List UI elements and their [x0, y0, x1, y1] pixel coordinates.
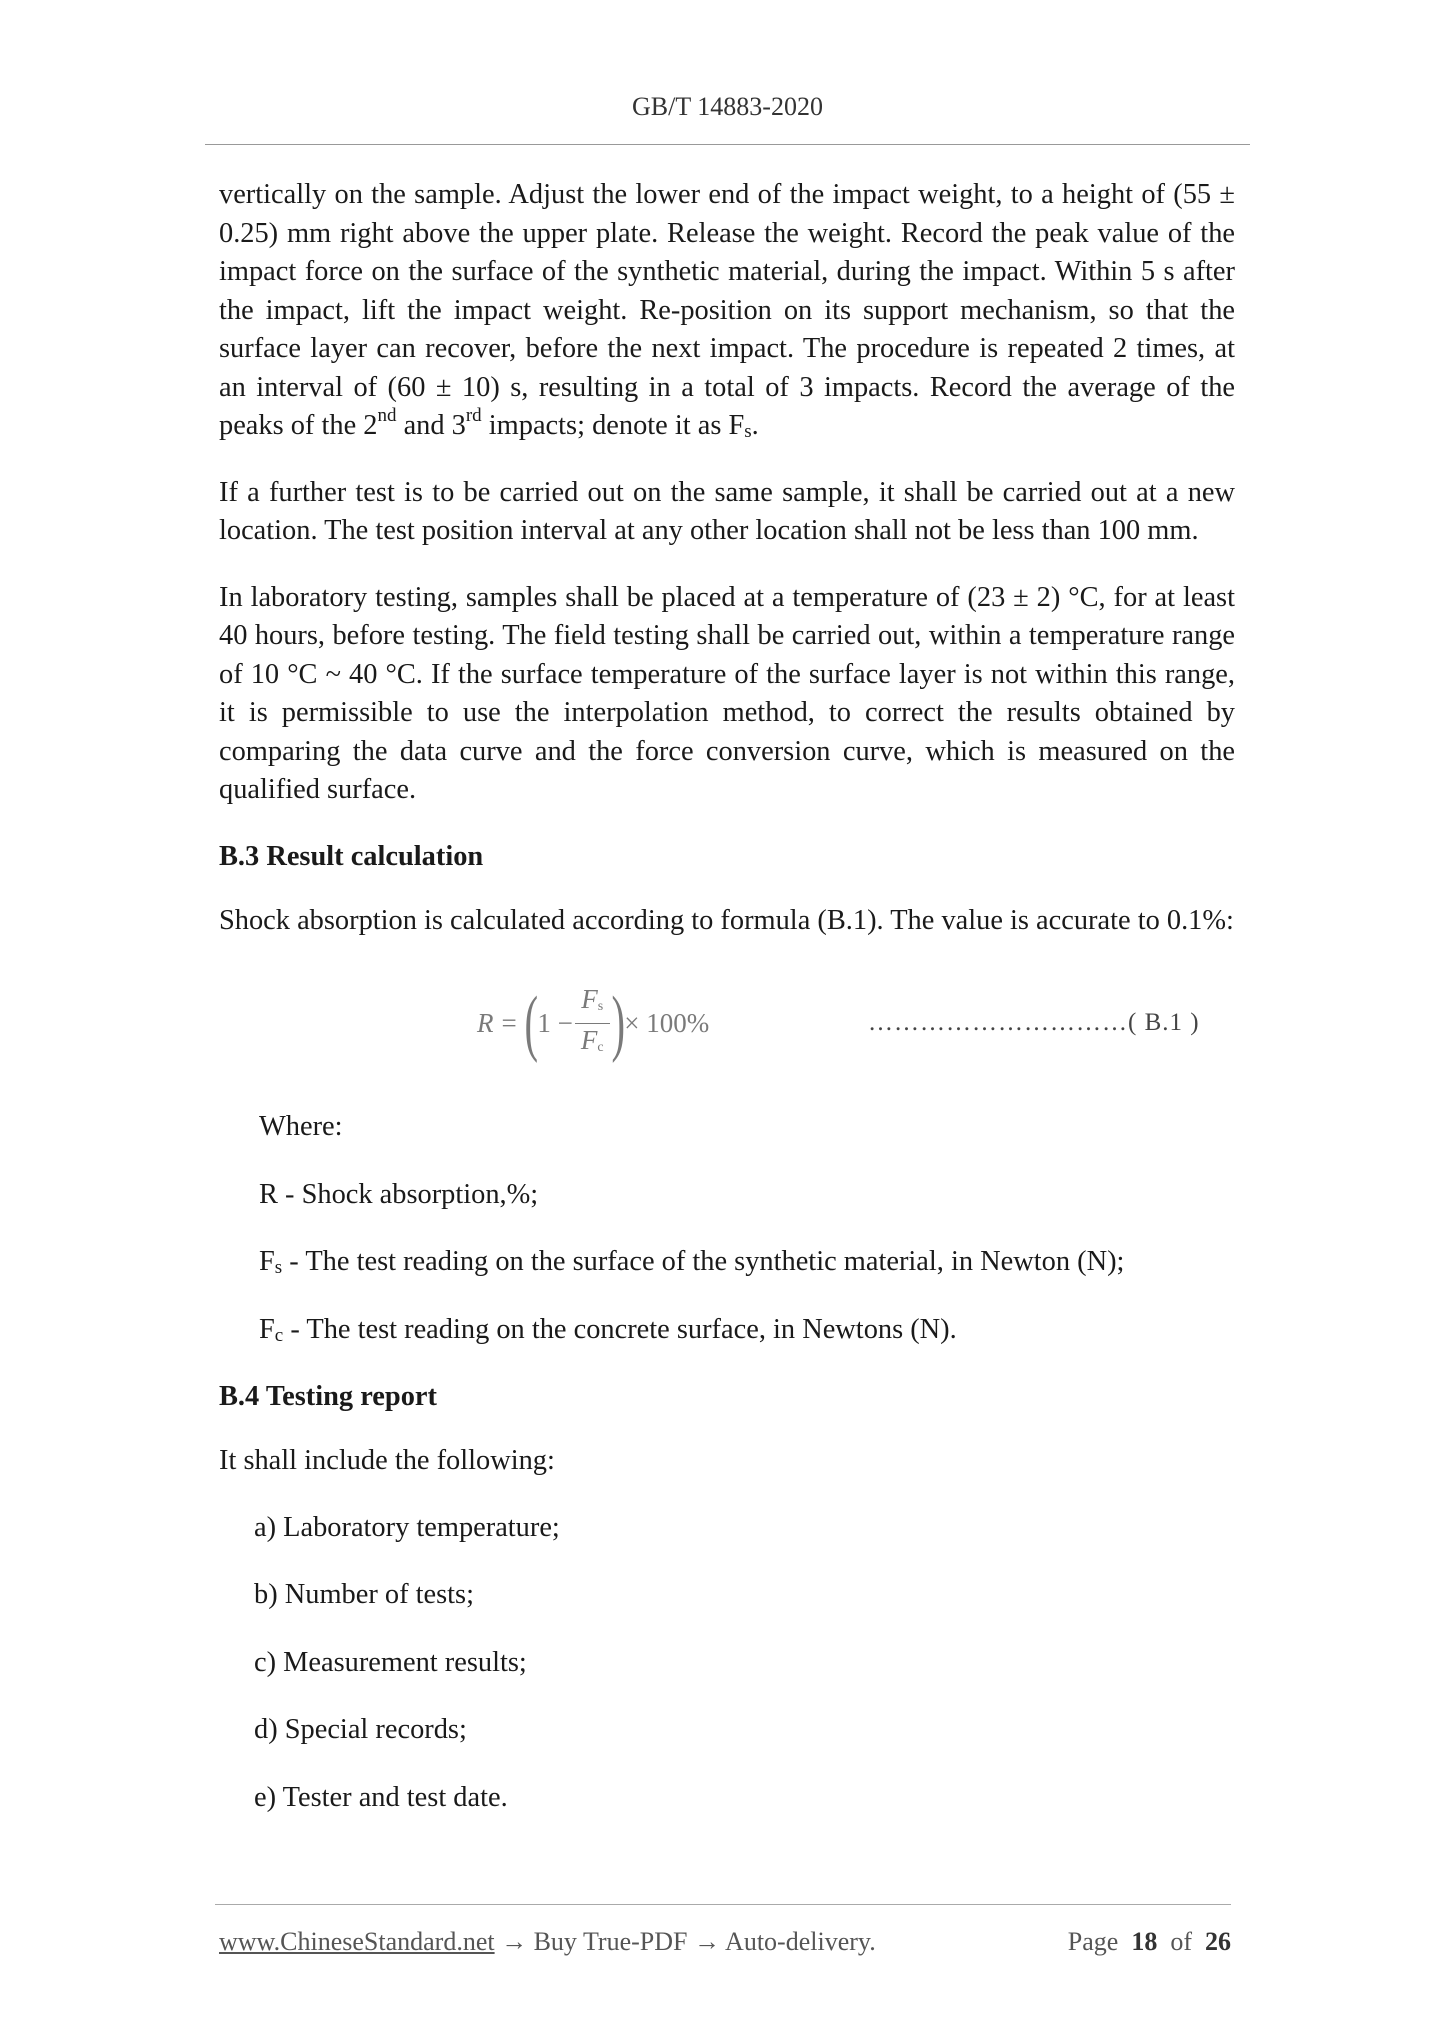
heading-b3: B.3 Result calculation [219, 840, 484, 872]
formula-expression: R = ( 1 − $\frac{Fs}{Fc}$ ) × 100% [477, 982, 710, 1064]
list-item: e) Tester and test date. [254, 1781, 508, 1813]
heading-b4: B.4 Testing report [219, 1381, 437, 1412]
paragraph-further-test: If a further test is to be carried out on the same sample, it shall be carried out at a new location. The test position interval at any other location shall not be less than 100 mm. [219, 476, 1235, 546]
header-divider [205, 144, 1250, 145]
list-item: b) Number of tests; [254, 1579, 474, 1610]
page-header: GB/T 14883-2020 [632, 92, 823, 121]
footer-promo: www.ChineseStandard.net → Buy True-PDF → Auto-delivery. [219, 1927, 876, 1956]
left-paren: ( [524, 982, 538, 1064]
definition-fs: Fs - The test reading on the surface of the synthetic material, in Newton (N); [259, 1246, 1125, 1278]
where-label: Where: [259, 1111, 343, 1142]
paragraph-shock-absorption: Shock absorption is calculated according to formula (B.1). The value is accurate to 0.1%: [219, 904, 1234, 936]
list-item: d) Special records; [254, 1714, 467, 1745]
page-number: Page 18 of 26 [1067, 1927, 1231, 1956]
footer-divider [215, 1904, 1231, 1905]
list-item: c) Measurement results; [254, 1646, 527, 1678]
paragraph-report-intro: It shall include the following: [219, 1445, 555, 1476]
right-paren: ) [611, 982, 625, 1064]
formula-b1 [219, 964, 1235, 1086]
page-footer [219, 1927, 1231, 1957]
definition-fc: Fc - The test reading on the concrete surface, in Newtons (N). [259, 1313, 957, 1346]
list-item: a) Laboratory temperature; [254, 1511, 560, 1543]
formula-reference: …………………………( B.1 ) [868, 1009, 1200, 1036]
definition-r: R - Shock absorption,%; [259, 1178, 539, 1210]
fraction: $\frac{Fs}{Fc}$ [575, 983, 610, 1064]
paragraph-impact-procedure: vertically on the sample. Adjust the lower end of the impact weight, to a height of (55 ± 0.25) mm right above the upper plate. Release the weight. Record the peak value of the impact force on the surface of the synthetic material, during the impact. Within 5 s after the impact, lift the impact weight. Re-position on its support mechanism, so that the surface layer can recover, before the next impact. The procedure is repeated 2 times, at an interval of (60 ± 10) s, resulting in a total of 3 impacts. Record the average of the peaks of the 2nd and 3rd impacts; denote it as Fs. [219, 179, 1235, 442]
website-link[interactable]: www.ChineseStandard.net [219, 1927, 495, 1956]
page-content [219, 176, 1235, 1846]
paragraph-temperature: In laboratory testing, samples shall be placed at a temperature of (23 ± 2) °C, for at least 40 hours, before testing. The field testing shall be carried out, within a temperature range of 10 °C ~ 40 °C. If the surface temperature of the surface layer is not within this range, it is permissible to use the interpolation method, to correct the results obtained by comparing the data curve and the force conversion curve, which is measured on the qualified surface. [219, 581, 1235, 805]
